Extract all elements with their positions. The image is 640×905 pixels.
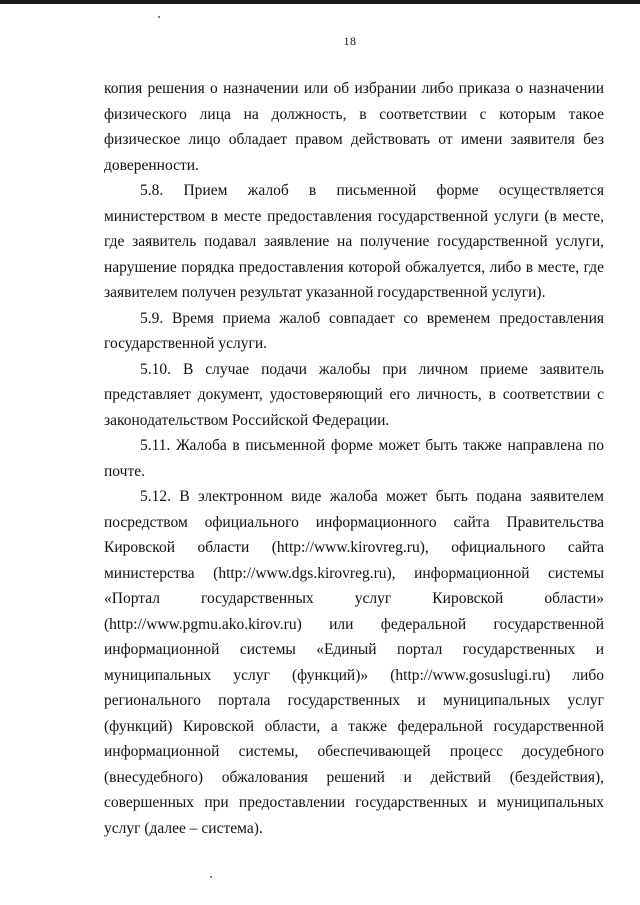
paragraph-5-12: 5.12. В электронном виде жалоба может быть подана заявителем посредством официального информационного сайта Правительства Кировской области (http://www.kirovreg.ru), официального сайта министерства (http://www.dgs.kirovreg.ru), информационной системы «Портал государственных услуг Кировской области» (http://www.pgmu.ako.kirov.ru) или федеральной государственной информационной системы «Единый портал государственных и муниципальных услуг (функций)» (http://www.gosuslugi.ru) либо регионального портала государственных и муниципальных услуг (функций) Кировской области, а также федеральной государственной информационной системы, обеспечивающей процесс досудебного (внесудебного) обжалования решений и действий (бездействия), совершенных при предоставлении государственных и муниципальных услуг (далее – система). — [104, 488, 604, 837]
scan-speck — [158, 16, 160, 18]
paragraph-5-8: 5.8. Прием жалоб в письменной форме осуществляется министерством в месте предоставления государственной услуги (в месте, где заявитель подавал заявление на получение государственной услуги, нарушение порядка предоставления которой обжалуется, либо в месте, где заявителем получен результат указанной государственной услуги). — [104, 182, 604, 301]
paragraph-5-9: 5.9. Время приема жалоб совпадает со временем предоставления государственной услуги. — [104, 309, 604, 352]
page-number: 18 — [343, 34, 357, 48]
paragraph-continuation: копия решения о назначении или об избрании либо приказа о назначении физического лица на должность, в соответствии с которым такое физическое лицо обладает правом действовать от имени заявителя без доверенности. — [104, 80, 604, 174]
scan-speck — [210, 876, 212, 878]
paragraph-5-11: 5.11. Жалоба в письменной форме может быть также направлена по почте. — [104, 437, 604, 480]
document-body — [104, 76, 604, 841]
paragraph-5-10: 5.10. В случае подачи жалобы при личном приеме заявитель представляет документ, удостоверяющий его личность, в соответствии с законодательством Российской Федерации. — [104, 360, 604, 429]
top-border-line — [0, 0, 640, 4]
